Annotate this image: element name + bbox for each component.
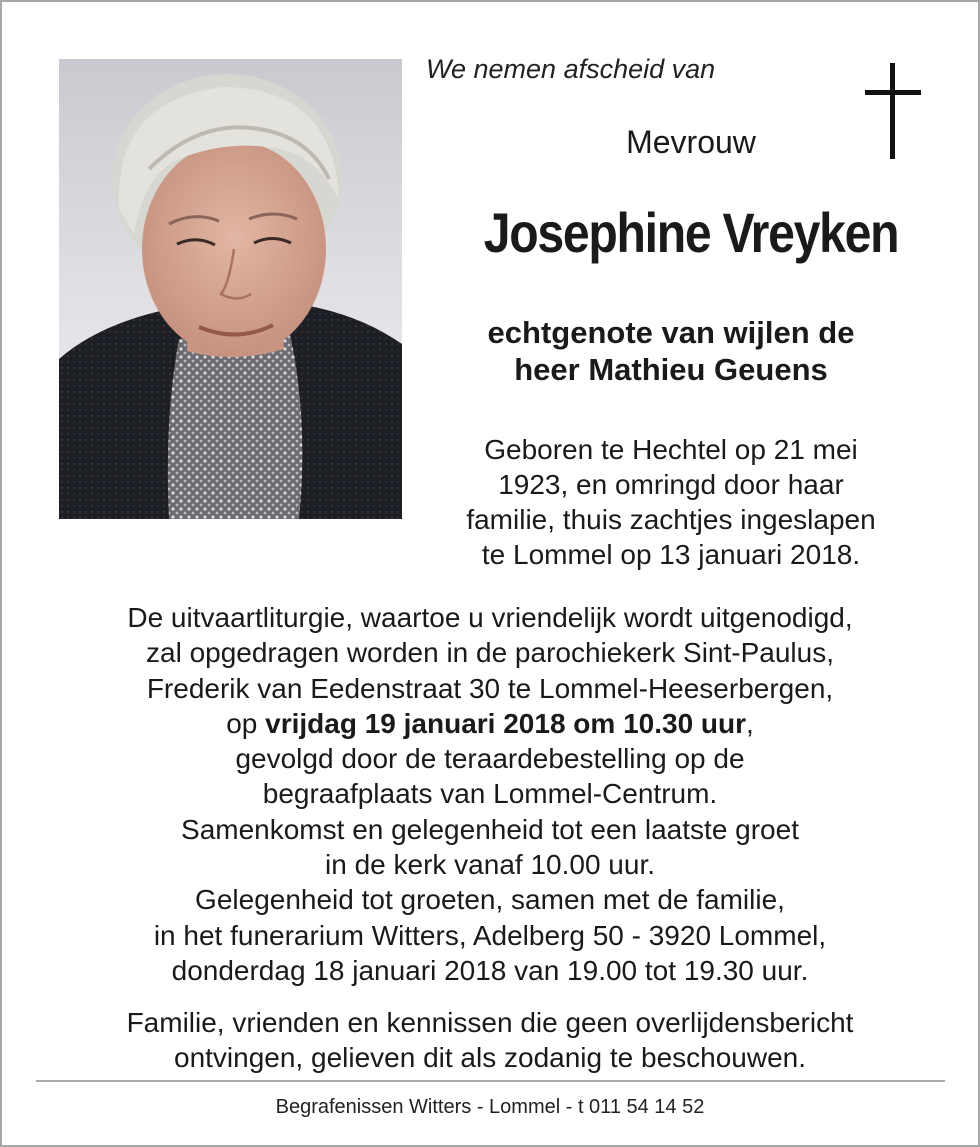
spouse-text: [400, 314, 942, 388]
spouse-line: heer Mathieu Geuens: [514, 352, 828, 387]
portrait-photo: [59, 59, 402, 519]
service-line: in het funerarium Witters, Adelberg 50 - 3920 Lommel,: [153, 919, 827, 951]
service-date-line: [20, 706, 960, 741]
service-date-prefix: op: [226, 707, 266, 739]
closing-text: [20, 1005, 960, 1075]
honorific-title: Mevrouw: [626, 124, 756, 160]
service-line: Samenkomst en gelegenheid tot een laatste groet: [181, 813, 799, 845]
divider: [36, 1080, 945, 1082]
birth-line: 1923, en omringd door haar: [498, 469, 844, 500]
funeral-home-footer: Begrafenissen Witters - Lommel - t 011 54 14 52: [275, 1096, 705, 1118]
birth-death-text: [400, 432, 942, 572]
birth-line: te Lommel op 13 januari 2018.: [481, 539, 861, 570]
service-line: zal opgedragen worden in de parochiekerk Sint-Paulus,: [146, 637, 834, 669]
service-line: donderdag 18 januari 2018 van 19.00 tot 19.30 uur.: [171, 954, 809, 986]
birth-line: Geboren te Hechtel op 21 mei: [484, 434, 858, 465]
service-date: vrijdag 19 januari 2018 om 10.30 uur: [265, 707, 747, 739]
closing-line: ontvingen, gelieven dit als zodanig te beschouwen.: [174, 1042, 806, 1073]
intro-text: We nemen afscheid van: [426, 54, 716, 84]
service-line: in de kerk vanaf 10.00 uur.: [325, 849, 655, 881]
service-line: gevolgd door de teraardebestelling op de: [235, 743, 745, 775]
spouse-line: echtgenote van wijlen de: [487, 315, 855, 350]
service-line: Gelegenheid tot groeten, samen met de familie,: [195, 884, 785, 916]
birth-line: familie, thuis zachtjes ingeslapen: [466, 504, 876, 535]
service-line: De uitvaartliturgie, waartoe u vriendelijk wordt uitgenodigd,: [127, 602, 853, 633]
service-date-suffix: ,: [746, 707, 754, 739]
service-details: [20, 600, 960, 988]
deceased-name: Josephine Vreyken: [483, 201, 899, 264]
service-line: begraafplaats van Lommel-Centrum.: [262, 778, 718, 810]
service-line: Frederik van Eedenstraat 30 te Lommel-Heeserbergen,: [146, 672, 834, 704]
closing-line: Familie, vrienden en kennissen die geen overlijdensbericht: [126, 1007, 854, 1038]
